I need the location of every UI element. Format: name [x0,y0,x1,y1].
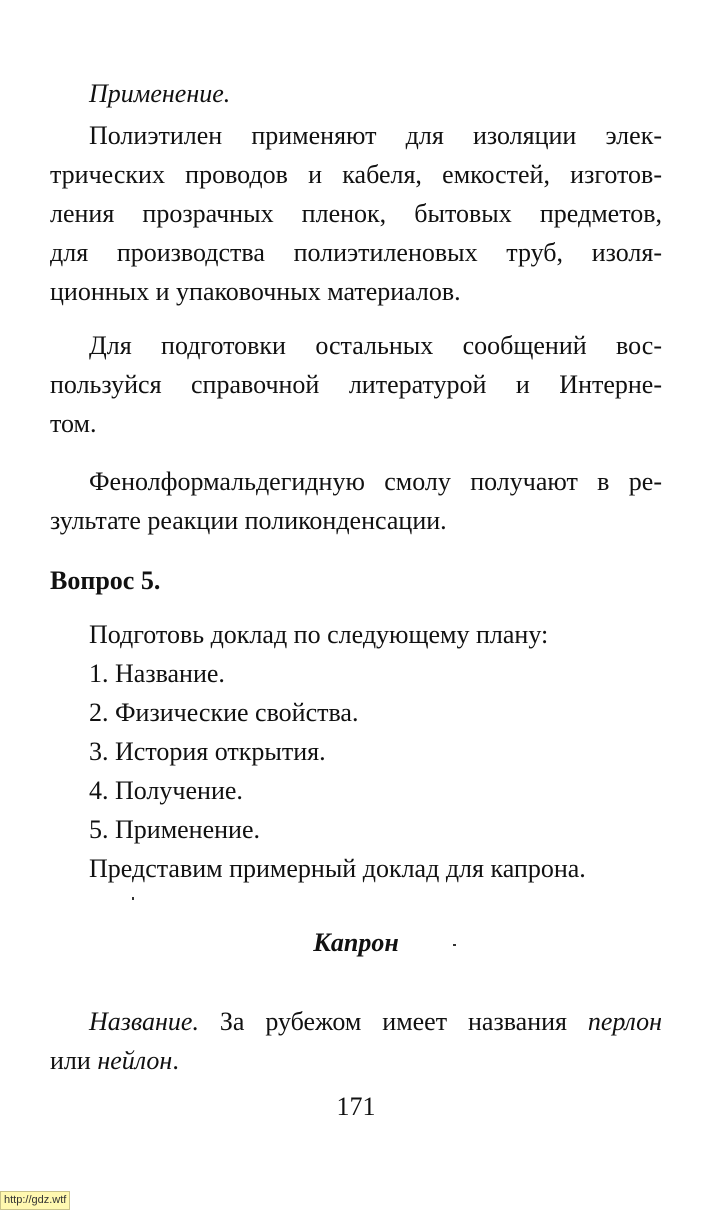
text-line: для производства полиэтиленовых труб, изоля- [50,238,662,267]
name-text: . [172,1046,179,1075]
report-plan [50,615,701,888]
heading-text: Применение. [89,79,231,108]
plan-item: 3. История открытия. [89,737,326,766]
scan-speck [453,944,456,946]
text-line [50,1002,662,1041]
kapron-heading [50,923,662,962]
text-line: Фенолформальдегидную смолу получают в ре- [89,467,662,496]
plan-item: 2. Физические свойства. [89,698,359,727]
paragraph-polyethylene-use [50,116,662,311]
text-line [50,1041,662,1080]
term-perlon: перлон [587,1007,662,1036]
text-line: Для подготовки остальных сообщений вос- [89,331,662,360]
text-line: пользуйся справочной литературой и Интерне- [50,370,662,399]
name-text: или [50,1046,98,1075]
plan-item: 4. Получение. [89,776,243,805]
text-line: Полиэтилен применяют для изоляции элек- [89,121,662,150]
heading-text: Вопрос 5. [50,566,161,595]
plan-intro: Подготовь доклад по следующему плану: [89,620,549,649]
text-line: ления прозрачных пленок, бытовых предметов, [50,199,662,228]
paragraph-phenol-formaldehyde [50,462,662,540]
page-number [50,1087,662,1126]
section-heading-primenenie [50,74,701,113]
plan-item: 1. Название. [89,659,225,688]
page-number-text: 171 [336,1092,376,1121]
name-text: За рубежом имеет названия [198,1007,588,1036]
plan-outro: Представим примерный доклад для капрона. [89,854,586,883]
term-nylon: нейлон [97,1046,173,1075]
heading-text: Капрон [313,928,399,957]
watermark-link[interactable]: http://gdz.wtf [0,1191,70,1210]
text-line: трических проводов и кабеля, емкостей, изготов- [50,160,662,189]
name-label: Название. [89,1007,199,1036]
text-line: зультате реакции поликонденсации. [50,506,447,535]
question-heading [50,561,662,600]
plan-item: 5. Применение. [89,815,261,844]
paragraph-kapron-name [50,1002,662,1080]
text-line: ционных и упаковочных материалов. [50,277,461,306]
text-line: том. [50,409,97,438]
scan-speck [132,897,134,900]
paragraph-reference-literature [50,326,662,443]
